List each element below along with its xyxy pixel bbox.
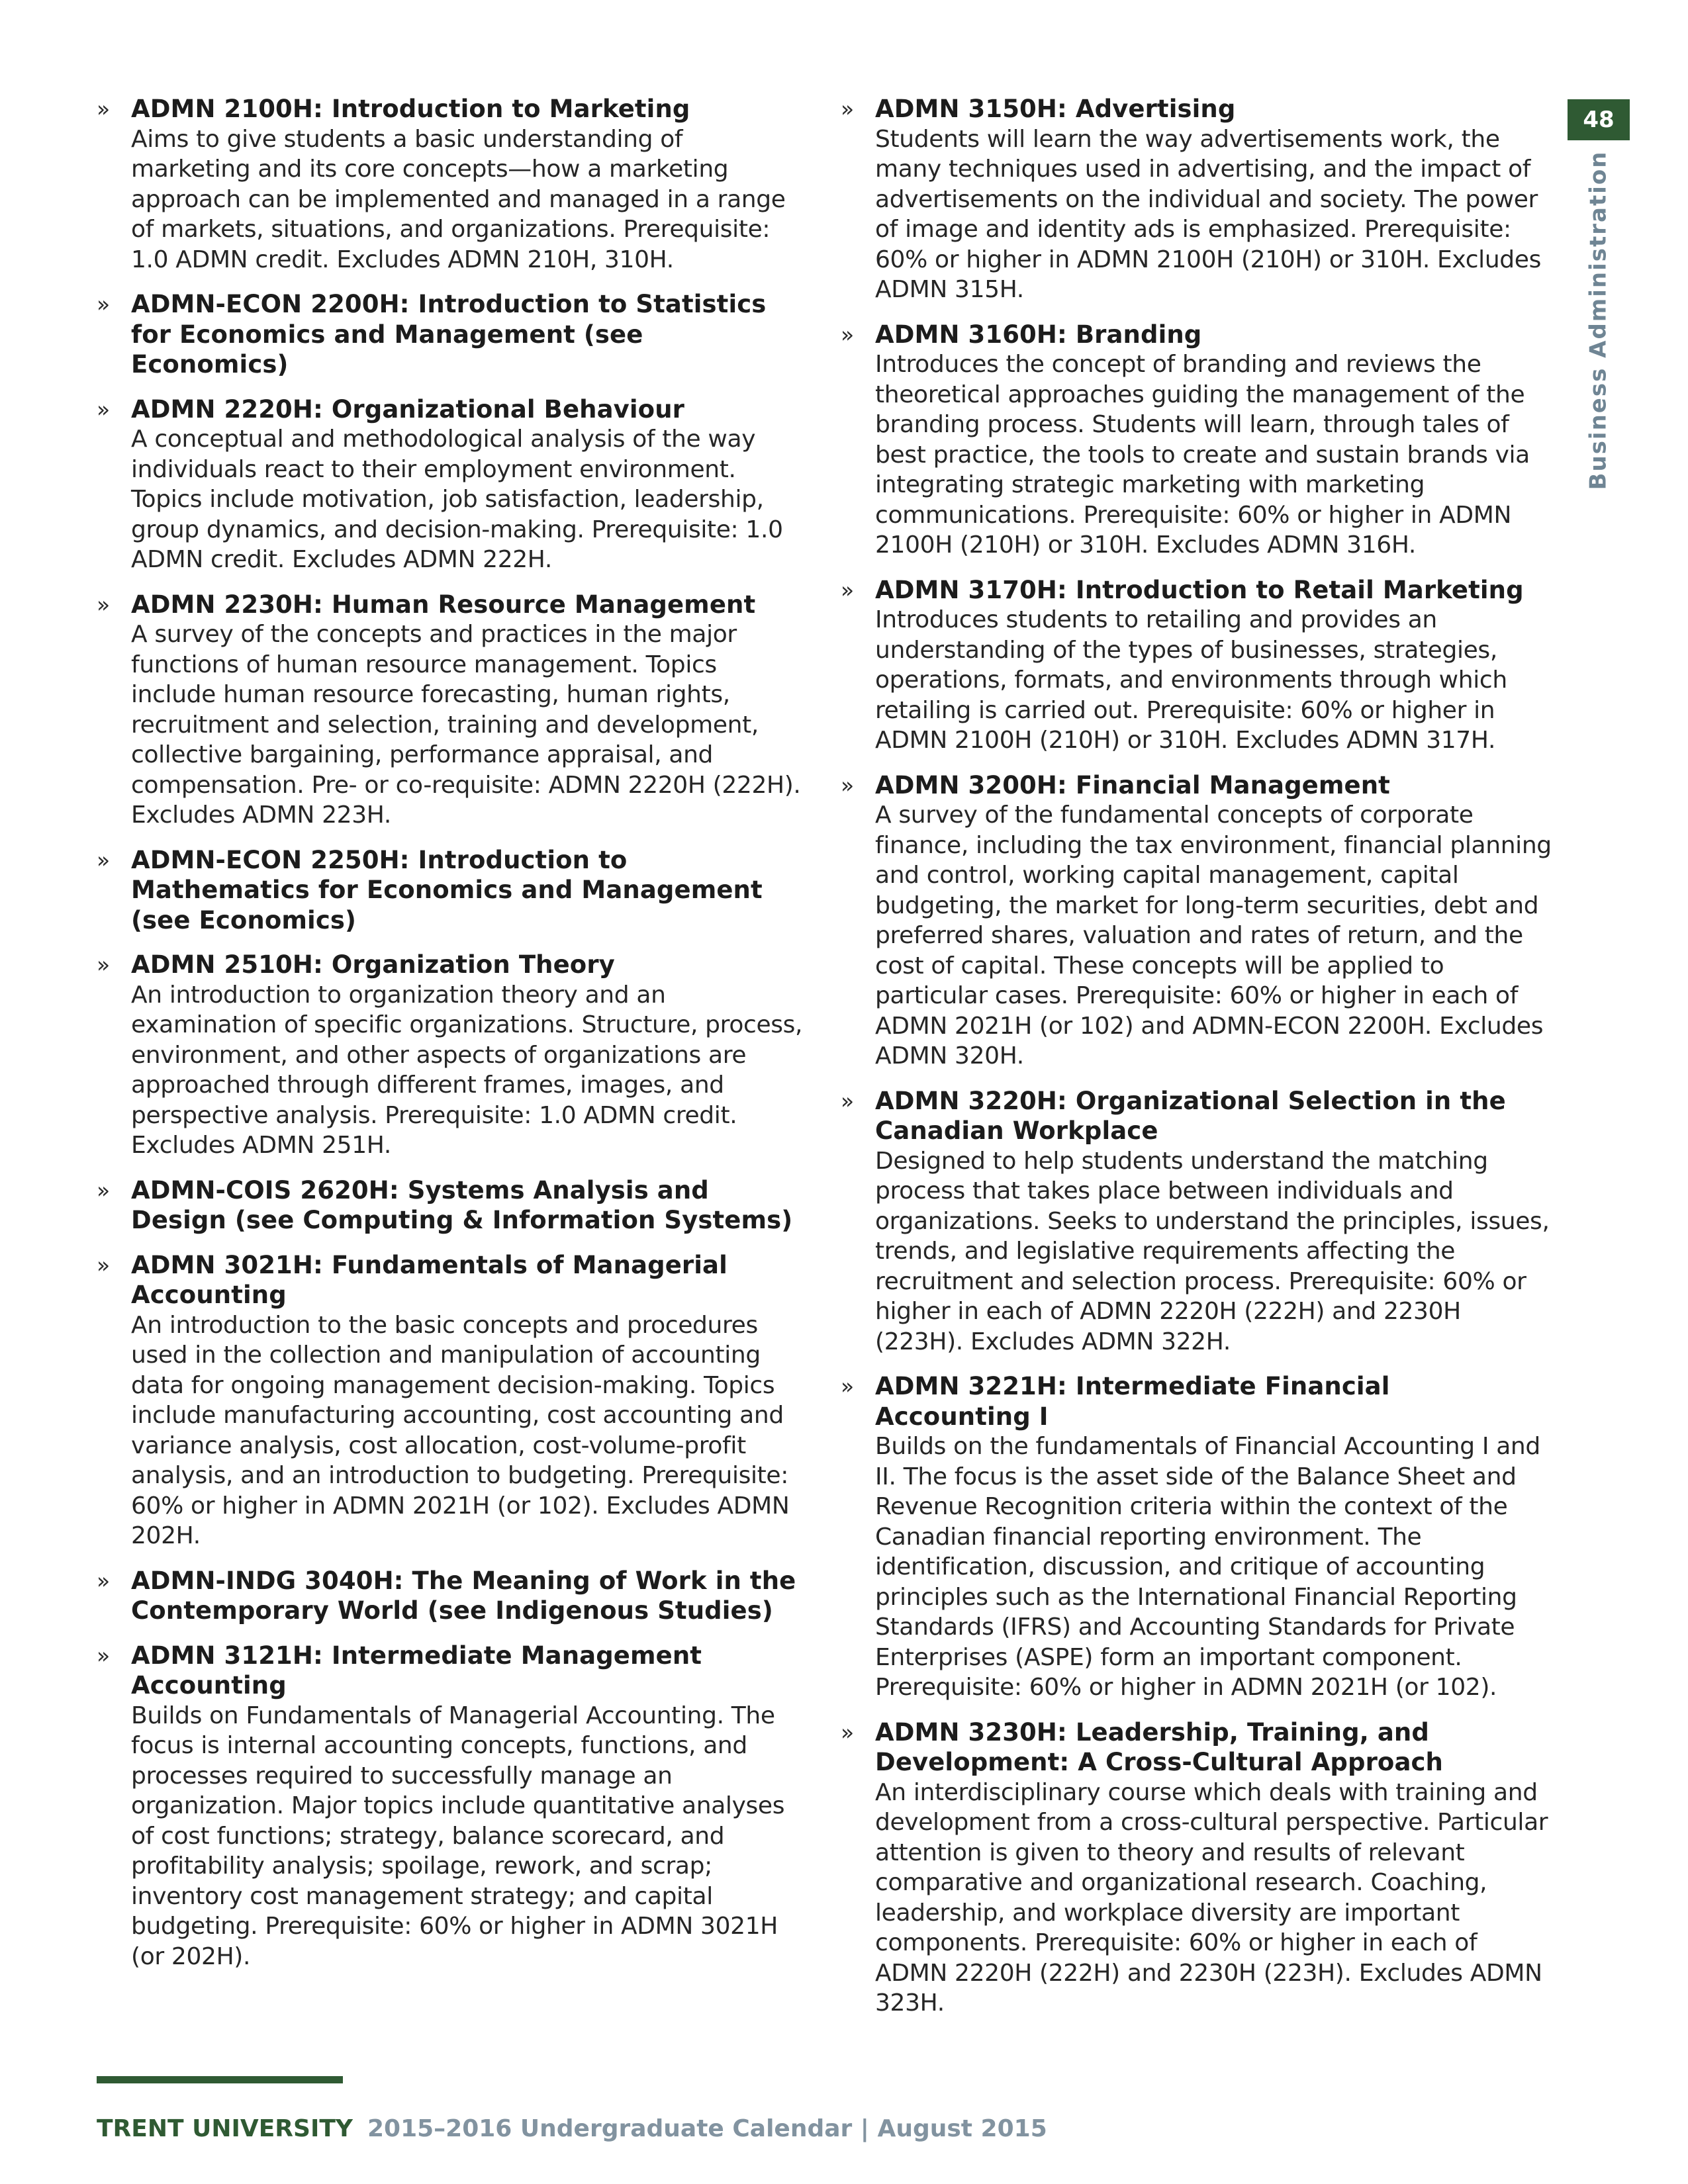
course-title: ADMN 3200H: Financial Management xyxy=(875,770,1390,799)
course-description: A survey of the fundamental concepts of corporate finance, including the tax environment, financial planning and control, working capital management, capital budgeting, the market for long-term securities, debt and preferred shares, valuation and rates of return, and the cost of capital. These concepts will be applied to particular cases. Prerequisite: 60% or higher in each of ADMN 2021H (or 102) and ADMN-ECON 2200H. Excludes ADMN 320H. xyxy=(875,801,1552,1069)
section-label xyxy=(1565,150,1631,490)
course-description: Designed to help students understand the matching process that takes place between individuals and organizations. Seeks to understand the principles, issues, trends, and legislative requirements affecting the recruitment and selection process. Prerequisite: 60% or higher in each of ADMN 2220H (222H) and 2230H (223H). Excludes ADMN 322H. xyxy=(875,1147,1550,1355)
course-title: ADMN 3220H: Organizational Selection in the Canadian Workplace xyxy=(875,1086,1506,1145)
footer-rule xyxy=(97,2076,343,2083)
bullet-icon: » xyxy=(97,1177,111,1203)
course-description: Students will learn the way advertisements work, the many techniques used in advertising, and the impact of advertisements on the individual and society. The power of image and identity ads is emphasized. Prerequisite: 60% or higher in ADMN 2100H (210H) or 310H. Excludes ADMN 315H. xyxy=(875,125,1541,303)
right-column xyxy=(837,94,1552,2033)
course-title: ADMN 3221H: Intermediate Financial Accounting I xyxy=(875,1372,1390,1431)
bullet-icon: » xyxy=(97,96,111,122)
course-title: ADMN-ECON 2250H: Introduction to Mathematics for Economics and Management (see Economics) xyxy=(131,845,763,934)
bullet-icon: » xyxy=(841,772,855,798)
course-entry xyxy=(93,94,808,275)
bullet-icon: » xyxy=(841,1373,855,1399)
course-title: ADMN 3150H: Advertising xyxy=(875,95,1236,123)
left-column xyxy=(93,94,808,1986)
course-entry xyxy=(837,1717,1552,2019)
course-description: Builds on the fundamentals of Financial Accounting I and II. The focus is the asset side of the Balance Sheet and Revenue Recognition criteria within the context of the Canadian financial reporting environment. The identification, discussion, and critique of accounting principles such as the International Financial Reporting Standards (IFRS) and Accounting Standards for Private Enterprises (ASPE) form an important component. Prerequisite: 60% or higher in ADMN 2021H (or 102). xyxy=(875,1433,1540,1701)
course-entry xyxy=(837,575,1552,756)
course-title: ADMN-ECON 2200H: Introduction to Statistics for Economics and Management (see Economics) xyxy=(131,290,767,379)
course-entry xyxy=(93,950,808,1161)
course-entry xyxy=(837,94,1552,305)
bullet-icon: » xyxy=(97,846,111,873)
course-title: ADMN 3170H: Introduction to Retail Marketing xyxy=(875,575,1524,604)
course-entry xyxy=(837,320,1552,561)
course-description: An introduction to the basic concepts and procedures used in the collection and manipulation of accounting data for ongoing management decision-making. Topics include manufacturing accounting, cost accounting and variance analysis, cost allocation, cost-volume-profit analysis, and an introduction to budgeting. Prerequisite: 60% or higher in ADMN 2021H (or 102). Excludes ADMN 202H. xyxy=(131,1311,790,1549)
course-description: A conceptual and methodological analysis of the way individuals react to their employment environment. Topics include motivation, job satisfaction, leadership, group dynamics, and decision-making. Prerequisite: 1.0 ADMN credit. Excludes ADMN 222H. xyxy=(131,426,783,573)
course-entry xyxy=(93,1250,808,1551)
course-entry xyxy=(93,1566,808,1626)
section-label-text: Business Administration xyxy=(1585,150,1612,490)
course-entry xyxy=(93,845,808,936)
course-title: ADMN 2100H: Introduction to Marketing xyxy=(131,95,690,123)
course-entry xyxy=(837,1371,1552,1703)
course-entry xyxy=(93,289,808,380)
course-title: ADMN 3121H: Intermediate Management Accounting xyxy=(131,1641,702,1700)
course-description: Builds on Fundamentals of Managerial Accounting. The focus is internal accounting concepts, functions, and processes required to successfully manage an organization. Major topics include quantitative analyses of cost functions; strategy, balance scorecard, and profitability analysis; spoilage, rework, and scrap; inventory cost management strategy; and capital budgeting. Prerequisite: 60% or higher in ADMN 3021H (or 202H). xyxy=(131,1702,785,1970)
footer-calendar: 2015–2016 Undergraduate Calendar | August 2015 xyxy=(367,2115,1047,2142)
course-title: ADMN-COIS 2620H: Systems Analysis and Design (see Computing & Information Systems) xyxy=(131,1175,793,1234)
bullet-icon: » xyxy=(841,321,855,347)
course-entry xyxy=(837,770,1552,1071)
bullet-icon: » xyxy=(97,952,111,978)
bullet-icon: » xyxy=(841,1719,855,1745)
course-description: Introduces students to retailing and provides an understanding of the types of businesses, strategies, operations, formats, and environments through which retailing is carried out. Prerequisite: 60% or higher in ADMN 2100H (210H) or 310H. Excludes ADMN 317H. xyxy=(875,606,1507,754)
course-entry xyxy=(837,1086,1552,1357)
bullet-icon: » xyxy=(97,291,111,317)
course-title: ADMN 2220H: Organizational Behaviour xyxy=(131,394,684,424)
bullet-icon: » xyxy=(841,576,855,603)
bullet-icon: » xyxy=(97,396,111,422)
course-description: An introduction to organization theory and an examination of specific organizations. Structure, process, environment, and other aspects of organizations are approached through different frames, images, and perspective analysis. Prerequisite: 1.0 ADMN credit. Excludes ADMN 251H. xyxy=(131,981,803,1159)
course-title: ADMN 2230H: Human Resource Management xyxy=(131,590,756,619)
bullet-icon: » xyxy=(97,1251,111,1278)
bullet-icon: » xyxy=(97,1642,111,1668)
bullet-icon: » xyxy=(841,1087,855,1114)
course-entry xyxy=(93,394,808,575)
footer-university: TRENT UNIVERSITY xyxy=(97,2115,353,2142)
course-entry xyxy=(93,1641,808,1972)
course-description: A survey of the concepts and practices in the major functions of human resource management. Topics include human resource forecasting, human rights, recruitment and selection, training and development, collective bargaining, performance appraisal, and compensation. Pre- or co-requisite: ADMN 2220H (222H). Excludes ADMN 223H. xyxy=(131,621,801,829)
course-entry xyxy=(93,590,808,831)
course-entry xyxy=(93,1175,808,1236)
page-number-badge: 48 xyxy=(1568,99,1630,140)
course-description: An interdisciplinary course which deals with training and development from a cross-cultural perspective. Particular attention is given to theory and results of relevant comparative and organizational research. Coaching, leadership, and workplace diversity are important components. Prerequisite: 60% or higher in each of ADMN 2220H (222H) and 2230H (223H). Excludes ADMN 323H. xyxy=(875,1778,1548,2017)
bullet-icon: » xyxy=(841,96,855,122)
course-title: ADMN-INDG 3040H: The Meaning of Work in the Contemporary World (see Indigenous Studies) xyxy=(131,1566,796,1625)
bullet-icon: » xyxy=(97,1567,111,1594)
course-title: ADMN 3230H: Leadership, Training, and Development: A Cross-Cultural Approach xyxy=(875,1717,1443,1776)
course-title: ADMN 2510H: Organization Theory xyxy=(131,950,615,979)
course-title: ADMN 3021H: Fundamentals of Managerial Accounting xyxy=(131,1250,727,1309)
footer xyxy=(97,2115,1047,2142)
bullet-icon: » xyxy=(97,591,111,617)
course-description: Introduces the concept of branding and reviews the theoretical approaches guiding the management of the branding process. Students will learn, through tales of best practice, the tools to create and sustain brands via integrating strategic marketing with marketing communications. Prerequisite: 60% or higher in ADMN 2100H (210H) or 310H. Excludes ADMN 316H. xyxy=(875,351,1530,559)
course-description: Aims to give students a basic understanding of marketing and its core concepts—how a marketing approach can be implemented and managed in a range of markets, situations, and organizations. Prerequisite: 1.0 ADMN credit. Excludes ADMN 210H, 310H. xyxy=(131,125,786,273)
course-title: ADMN 3160H: Branding xyxy=(875,320,1202,349)
